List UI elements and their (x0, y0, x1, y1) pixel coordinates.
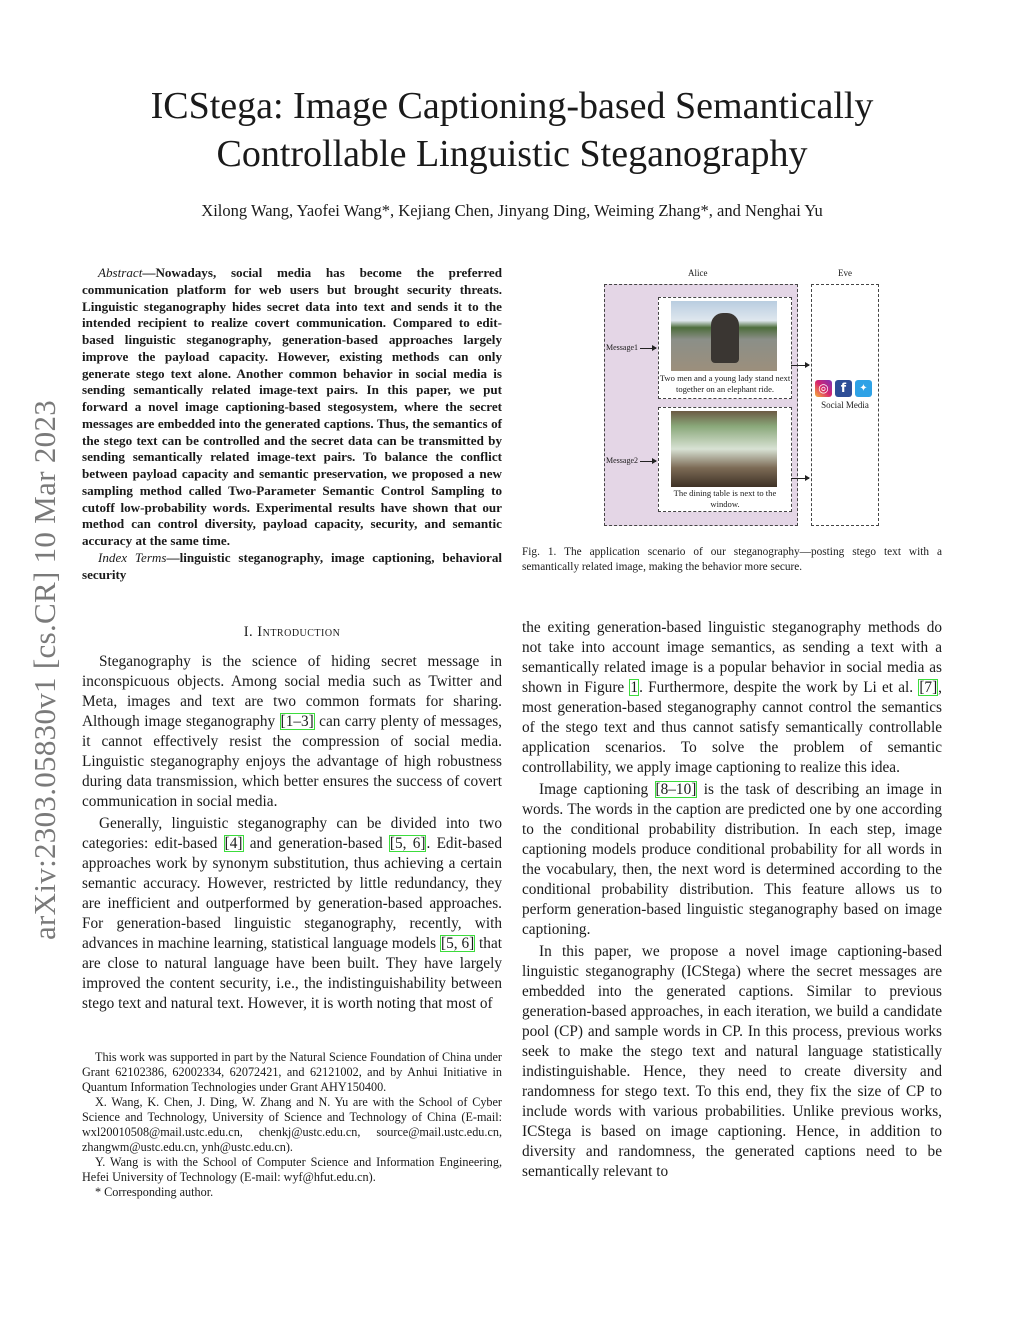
body-paragraph (82, 814, 502, 1014)
message1-label: Message1 (606, 343, 638, 352)
alice-panel (604, 284, 798, 526)
body-paragraph (522, 780, 942, 940)
body-text: can carry plenty of messages, it cannot effectively resist the compression of social media. Linguistic steganography enjoys the advantage of high robustness during data transmission, which better ensures the success of covert communication in social media. (82, 713, 503, 810)
footnote-corresponding: * Corresponding author. (95, 1185, 214, 1199)
body-text: and generation-based (243, 835, 389, 852)
body-paragraph (522, 618, 942, 778)
message2-label: Message2 (606, 456, 638, 465)
figure-1 (604, 268, 880, 528)
caption-2: The dining table is next to the window. (673, 488, 777, 509)
paper-title (0, 82, 1024, 178)
citation-link[interactable]: [7] (919, 679, 938, 696)
arrow-icon (791, 365, 809, 366)
social-media-label: Social Media (821, 400, 869, 410)
twitter-icon: ✦ (855, 380, 872, 397)
message2-box (658, 407, 792, 512)
alice-label: Alice (688, 268, 708, 278)
arrow-icon (791, 478, 809, 479)
section-heading: I. Introduction (243, 624, 341, 640)
arrow-icon (640, 461, 656, 462)
citation-link[interactable]: 1 (630, 679, 639, 696)
footnote-affiliation-ustc: X. Wang, K. Chen, J. Ding, W. Zhang and N. Yu are with the School of Cyber Science and Technology, University of Science and Technology of China (E-mail: wxl20010508@mail.ustc.edu.cn, chenkj@ustc.edu.cn, source@mail.ustc.edu.cn, zhangwm@ustc.edu.cn, ynh@ustc.edu.cn). (82, 1095, 502, 1154)
title-line-2: Controllable Linguistic Steganography (216, 133, 808, 175)
body-text: Image captioning (539, 781, 655, 798)
elephant-photo (671, 301, 777, 371)
dining-photo (671, 411, 777, 487)
caption-1: Two men and a young lady stand next together on an elephant ride. (659, 373, 791, 394)
eve-panel (811, 284, 879, 526)
arrow-icon (640, 348, 656, 349)
index-terms (82, 550, 502, 584)
body-text: Generally, linguistic steganography can be divided into two categories: edit-based (82, 815, 502, 852)
abstract-text: —Nowadays, social media has become the preferred communication platform for web users but brought security threats. Linguistic steganography hides secret data into text and sends it to the intended recipient to realize covert communication. Compared to edit-based linguistic steganography, generation-based approaches largely improve the payload capacity. However, existing methods can only generate stego text alone. Another common behavior in social media is sending semantically related image-text pairs. In this paper, we put forward a novel image captioning-based stegosystem, where the secret messages are embedded into the generated captions. Thus, the semantics of the stego text can be controlled and the secret data can be transmitted by sending semantically related image-text pairs. To balance the conflict between payload capacity and semantic preservation, we proposed a new sampling method called Two-Parameter Semantic Control Sampling to cutoff low-probability words. Experimental results have shown that our method can control diversity, payload capacity, security, and semantic accuracy at the same time. (82, 265, 502, 548)
figure-caption: Fig. 1. The application scenario of our steganography—posting stego text with a semantically related image, making the behavior more secure. (522, 546, 942, 573)
citation-link[interactable]: [4] (224, 835, 243, 852)
index-terms-text: —linguistic steganography, image captioning, behavioral security (82, 549, 503, 582)
body-text: . Furthermore, despite the work by Li et al. (639, 679, 919, 696)
body-text: that are close to natural language have been built. They have largely improved the content security, i.e., the indistinguishability between stego text and natural text. However, it is worth noting that most of (82, 935, 502, 1012)
index-terms-label: Index Terms (98, 549, 167, 565)
author-list: Xilong Wang, Yaofei Wang*, Kejiang Chen, Jinyang Ding, Weiming Zhang*, and Nenghai Yu (201, 201, 823, 220)
citation-link[interactable]: [8–10] (655, 781, 697, 798)
footnote-funding: This work was supported in part by the Natural Science Foundation of China under Grant 62102386, 62002334, 62072421, and 62121002, and by Anhui Initiative in Quantum Information Technologies under Grant AHY150400. (82, 1050, 502, 1094)
body-text: . Edit-based approaches work by synonym substitution, thus achieving a certain semantic accuracy. However, restricted by little redundancy, they are inefficient and outperformed by generation-based approaches. For generation-based linguistic steganography, recently, with advances in machine learning, statistical language models (82, 835, 502, 952)
instagram-icon: ◎ (815, 380, 832, 397)
body-text: , most generation-based steganography cannot control the semantics of the stego text and thus cannot satisfy semantically controllable application scenarios. To solve the problem of semantic controllability, we apply image captioning to realize this idea. (522, 679, 942, 776)
body-text: the exiting generation-based linguistic steganography methods do not take into account image semantics, as sending a text with a semantically related image is a popular behavior in social media as shown in Figure (522, 619, 942, 696)
abstract (82, 265, 502, 583)
facebook-icon: f (835, 380, 852, 397)
body-paragraph (82, 652, 502, 812)
citation-link[interactable]: [5, 6] (441, 935, 475, 952)
message1-box (658, 297, 792, 399)
arxiv-identifier: arXiv:2303.05830v1 [cs.CR] 10 Mar 2023 (27, 399, 62, 940)
abstract-paragraph (82, 265, 502, 550)
eve-label: Eve (838, 268, 852, 278)
body-text: In this paper, we propose a novel image captioning-based linguistic steganography (ICStega) where the secret messages are embedded into the generated captions. Similar to previous generation-based approaches, in each iteration, we build a candidate pool (CP) and sample words in CP. In this process, previous works seek to make the stego text and natural language statistically indistinguishable. Hence, they need to create diversity and randomness for stego text. To this end, they fix the size of CP to include words with various probabilities. Unlike previous works, ICStega is based on image captioning. Hence, in addition to diversity and randomness, the generated captions need to be semantically relevant to (522, 943, 942, 1180)
footnotes (82, 1050, 502, 1200)
body-paragraph (522, 942, 942, 1182)
citation-link[interactable]: [1–3] (280, 713, 314, 730)
body-text: is the task of describing an image in words. The words in the caption are predicted one by one according to the conditional probability distribution. In each step, image captioning models produce conditional probability for all words in the vocabulary, then, the next word is determined according to the conditional probability distribution. This feature allows us to perform generation-based linguistic steganography based on image captioning. (522, 781, 942, 938)
left-body-text (82, 652, 502, 1016)
right-body-text (522, 618, 942, 1184)
title-line-1: ICStega: Image Captioning-based Semantically (150, 85, 874, 127)
abstract-label: Abstract (98, 265, 143, 280)
body-text: Steganography is the science of hiding secret message in inconspicuous objects. Among social media such as Twitter and Meta, images and text are two common formats for sharing. Although image steganography (82, 653, 502, 730)
citation-link[interactable]: [5, 6] (389, 835, 426, 852)
footnote-affiliation-hfut: Y. Wang is with the School of Computer Science and Information Engineering, Hefei University of Technology (E-mail: wyf@hfut.edu.cn). (82, 1155, 502, 1184)
